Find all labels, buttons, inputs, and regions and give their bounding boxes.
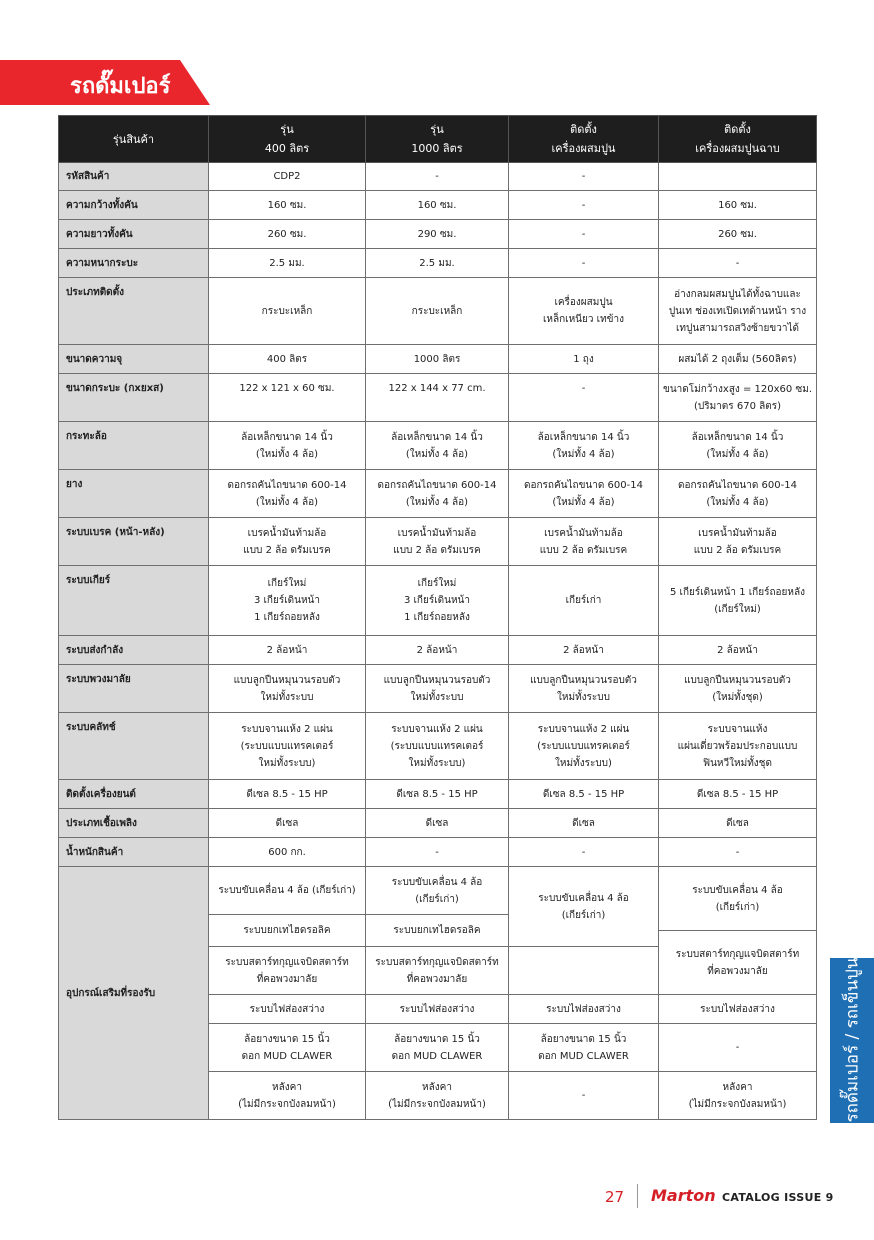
table-cell: ระบบขับเคลื่อน 4 ล้อ (เกียร์เก่า)	[509, 867, 659, 947]
row-label: ความกว้างทั้งคัน	[59, 191, 209, 220]
table-row	[59, 422, 817, 470]
table-cell: ล้อเหล็กขนาด 14 นิ้ว (ใหม่ทั้ง 4 ล้อ)	[366, 422, 509, 470]
table-cell: ระบบขับเคลื่อน 4 ล้อ (เกียร์เก่า)	[659, 867, 817, 931]
row-label: ระบบพวงมาลัย	[59, 665, 209, 713]
table-cell: 600 กก.	[209, 838, 366, 867]
table-cell: ระบบจานแห้ง แผ่นเดี่ยวพร้อมประกอบแบบ ฟินหวีใหม่ทั้งชุด	[659, 713, 817, 780]
header-model-mixer: ติดตั้ง เครื่องผสมปูน	[509, 116, 659, 163]
table-cell: ดีเซล	[509, 809, 659, 838]
table-cell: กระบะเหล็ก	[366, 278, 509, 345]
table-row	[59, 809, 817, 838]
table-cell: เกียร์เก่า	[509, 566, 659, 636]
table-cell: 260 ซม.	[209, 220, 366, 249]
table-cell: หลังคา (ไม่มีกระจกบังลมหน้า)	[659, 1072, 817, 1120]
table-cell: ล้อเหล็กขนาด 14 นิ้ว (ใหม่ทั้ง 4 ล้อ)	[659, 422, 817, 470]
table-cell: เบรคน้ำมันท้ามล้อ แบบ 2 ล้อ ดรัมเบรค	[659, 518, 817, 566]
table-row	[59, 665, 817, 713]
table-cell: 122 x 121 x 60 ซม.	[209, 374, 366, 422]
row-label: ระบบส่งกำลัง	[59, 636, 209, 665]
table-cell: กระบะเหล็ก	[209, 278, 366, 345]
table-cell: ระบบไฟส่องสว่าง	[209, 995, 366, 1024]
table-cell: ล้อยางขนาด 15 นิ้ว ดอก MUD CLAWER	[366, 1024, 509, 1072]
table-cell: -	[509, 220, 659, 249]
table-cell: 260 ซม.	[659, 220, 817, 249]
table-cell: ดีเซล 8.5 - 15 HP	[509, 780, 659, 809]
table-cell	[509, 947, 659, 995]
table-cell: ระบบจานแห้ง 2 แผ่น (ระบบแบบแทรคเตอร์ ใหม่ทั้งระบบ)	[509, 713, 659, 780]
table-cell: -	[366, 163, 509, 191]
table-cell: -	[509, 191, 659, 220]
table-cell	[659, 163, 817, 191]
table-cell: ดอกรถคันไถขนาด 600-14 (ใหม่ทั้ง 4 ล้อ)	[509, 470, 659, 518]
section-banner	[0, 60, 210, 105]
row-label: กระทะล้อ	[59, 422, 209, 470]
row-label: ความยาวทั้งคัน	[59, 220, 209, 249]
table-cell: แบบลูกปืนหมุนวนรอบตัว ใหม่ทั้งระบบ	[209, 665, 366, 713]
table-cell: ดอกรถคันไถขนาด 600-14 (ใหม่ทั้ง 4 ล้อ)	[659, 470, 817, 518]
side-tab-label: รถดั๊มเปอร์ / รถเข็นปูน	[842, 957, 863, 1123]
table-cell: แบบลูกปืนหมุนวนรอบตัว ใหม่ทั้งระบบ	[366, 665, 509, 713]
row-label-accessories: อุปกรณ์เสริมที่รองรับ	[59, 867, 209, 1120]
table-cell: เบรคน้ำมันท้ามล้อ แบบ 2 ล้อ ดรัมเบรค	[509, 518, 659, 566]
row-label: ขนาดความจุ	[59, 345, 209, 374]
table-cell: ดีเซล	[366, 809, 509, 838]
table-cell: เบรคน้ำมันท้ามล้อ แบบ 2 ล้อ ดรัมเบรค	[366, 518, 509, 566]
table-cell: ล้อยางขนาด 15 นิ้ว ดอก MUD CLAWER	[509, 1024, 659, 1072]
table-row	[59, 636, 817, 665]
table-row	[59, 713, 817, 780]
table-cell: ดีเซล	[209, 809, 366, 838]
table-cell: ระบบไฟส่องสว่าง	[509, 995, 659, 1024]
row-label: ยาง	[59, 470, 209, 518]
table-cell: 5 เกียร์เดินหน้า 1 เกียร์ถอยหลัง (เกียร์ใหม่)	[659, 566, 817, 636]
table-cell: ระบบสตาร์ทกุญแจบิดสตาร์ท ที่คอพวงมาลัย	[366, 947, 509, 995]
page-footer	[0, 1184, 874, 1214]
table-row	[59, 374, 817, 422]
table-cell: -	[509, 1072, 659, 1120]
table-cell: -	[659, 249, 817, 278]
table-cell: เบรคน้ำมันท้ามล้อ แบบ 2 ล้อ ดรัมเบรค	[209, 518, 366, 566]
table-cell: -	[509, 374, 659, 422]
brand-logo: Marton	[651, 1186, 716, 1205]
table-cell: เครื่องผสมปูน เหล็กเหนียว เทข้าง	[509, 278, 659, 345]
table-cell: แบบลูกปืนหมุนวนรอบตัว (ใหม่ทั้งชุด)	[659, 665, 817, 713]
table-cell: 1 ถุง	[509, 345, 659, 374]
table-cell: ผสมได้ 2 ถุงเต็ม (560ลิตร)	[659, 345, 817, 374]
table-cell: 160 ซม.	[366, 191, 509, 220]
header-model-1000: รุ่น 1000 ลิตร	[366, 116, 509, 163]
row-label: ติดตั้งเครื่องยนต์	[59, 780, 209, 809]
table-cell: เกียร์ใหม่ 3 เกียร์เดินหน้า 1 เกียร์ถอยหลัง	[366, 566, 509, 636]
table-cell: ล้อเหล็กขนาด 14 นิ้ว (ใหม่ทั้ง 4 ล้อ)	[209, 422, 366, 470]
table-row	[59, 838, 817, 867]
table-cell: 2 ล้อหน้า	[209, 636, 366, 665]
table-cell: 2.5 มม.	[209, 249, 366, 278]
table-cell: ล้อยางขนาด 15 นิ้ว ดอก MUD CLAWER	[209, 1024, 366, 1072]
table-cell: ระบบไฟส่องสว่าง	[659, 995, 817, 1024]
spec-table	[58, 115, 817, 1120]
table-cell: หลังคา (ไม่มีกระจกบังลมหน้า)	[209, 1072, 366, 1120]
header-model-400: รุ่น 400 ลิตร	[209, 116, 366, 163]
table-row	[59, 278, 817, 345]
table-cell: เกียร์ใหม่ 3 เกียร์เดินหน้า 1 เกียร์ถอยหลัง	[209, 566, 366, 636]
table-cell: CDP2	[209, 163, 366, 191]
table-cell: 2.5 มม.	[366, 249, 509, 278]
table-cell: ระบบขับเคลื่อน 4 ล้อ (เกียร์เก่า)	[366, 867, 509, 915]
table-cell: 2 ล้อหน้า	[509, 636, 659, 665]
table-cell: ระบบสตาร์ทกุญแจบิดสตาร์ท ที่คอพวงมาลัย	[659, 931, 817, 995]
table-row	[59, 470, 817, 518]
table-cell: ล้อเหล็กขนาด 14 นิ้ว (ใหม่ทั้ง 4 ล้อ)	[509, 422, 659, 470]
table-row	[59, 780, 817, 809]
section-title: รถดั๊มเปอร์	[70, 74, 171, 99]
header-label: รุ่นสินค้า	[59, 116, 209, 163]
table-cell: -	[366, 838, 509, 867]
table-cell: -	[659, 1024, 817, 1072]
table-cell: ระบบยกเทไฮดรอลิค	[209, 915, 366, 947]
table-cell: อ่างกลมผสมปูนได้ทั้งฉาบและ ปูนเท ช่องเทเปิดเทด้านหน้า ราง เทปูนสามารถสวิงซ้ายขวาได้	[659, 278, 817, 345]
row-label: รหัสสินค้า	[59, 163, 209, 191]
table-cell: -	[659, 838, 817, 867]
row-label: ประเภทเชื้อเพลิง	[59, 809, 209, 838]
catalog-issue: CATALOG ISSUE 9	[722, 1191, 834, 1204]
table-row	[59, 518, 817, 566]
side-tab	[830, 958, 874, 1123]
row-label: ขนาดกระบะ (กxยxส)	[59, 374, 209, 422]
table-cell: 160 ซม.	[659, 191, 817, 220]
table-row	[59, 191, 817, 220]
table-cell: 1000 ลิตร	[366, 345, 509, 374]
table-cell: 2 ล้อหน้า	[366, 636, 509, 665]
table-cell: ระบบยกเทไฮดรอลิค	[366, 915, 509, 947]
row-label: ความหนากระบะ	[59, 249, 209, 278]
row-label: ระบบเบรค (หน้า-หลัง)	[59, 518, 209, 566]
row-label: ระบบคลัทช์	[59, 713, 209, 780]
table-cell: ระบบจานแห้ง 2 แผ่น (ระบบแบบแทรคเตอร์ ใหม่ทั้งระบบ)	[209, 713, 366, 780]
table-row	[59, 249, 817, 278]
table-row	[59, 220, 817, 249]
table-cell: ดอกรถคันไถขนาด 600-14 (ใหม่ทั้ง 4 ล้อ)	[209, 470, 366, 518]
table-cell: 122 x 144 x 77 cm.	[366, 374, 509, 422]
table-cell: -	[509, 249, 659, 278]
page-number: 27	[605, 1188, 625, 1206]
table-cell: ระบบสตาร์ทกุญแจบิดสตาร์ท ที่คอพวงมาลัย	[209, 947, 366, 995]
row-label: ประเภทติดตั้ง	[59, 278, 209, 345]
row-label: ระบบเกียร์	[59, 566, 209, 636]
table-cell: หลังคา (ไม่มีกระจกบังลมหน้า)	[366, 1072, 509, 1120]
table-row	[59, 163, 817, 191]
table-cell: ระบบขับเคลื่อน 4 ล้อ (เกียร์เก่า)	[209, 867, 366, 915]
table-cell: ขนาดโม่กว้างxสูง = 120x60 ซม. (ปริมาตร 670 ลิตร)	[659, 374, 817, 422]
row-label: น้ำหนักสินค้า	[59, 838, 209, 867]
table-cell: -	[509, 163, 659, 191]
table-cell: ระบบจานแห้ง 2 แผ่น (ระบบแบบแทรคเตอร์ ใหม่ทั้งระบบ)	[366, 713, 509, 780]
table-cell: 160 ซม.	[209, 191, 366, 220]
table-cell: ดีเซล 8.5 - 15 HP	[659, 780, 817, 809]
table-header-row	[59, 116, 817, 163]
table-row	[59, 566, 817, 636]
table-cell: ดีเซล 8.5 - 15 HP	[366, 780, 509, 809]
table-cell: -	[509, 838, 659, 867]
table-row	[59, 345, 817, 374]
table-cell: 290 ซม.	[366, 220, 509, 249]
table-cell: ระบบไฟส่องสว่าง	[366, 995, 509, 1024]
table-cell: ดอกรถคันไถขนาด 600-14 (ใหม่ทั้ง 4 ล้อ)	[366, 470, 509, 518]
table-cell: ดีเซล	[659, 809, 817, 838]
table-cell: ดีเซล 8.5 - 15 HP	[209, 780, 366, 809]
table-cell: 400 ลิตร	[209, 345, 366, 374]
table-row	[59, 867, 817, 915]
table-cell: แบบลูกปืนหมุนวนรอบตัว ใหม่ทั้งระบบ	[509, 665, 659, 713]
header-model-plaster-mixer: ติดตั้ง เครื่องผสมปูนฉาบ	[659, 116, 817, 163]
footer-divider	[637, 1184, 638, 1208]
table-cell: 2 ล้อหน้า	[659, 636, 817, 665]
